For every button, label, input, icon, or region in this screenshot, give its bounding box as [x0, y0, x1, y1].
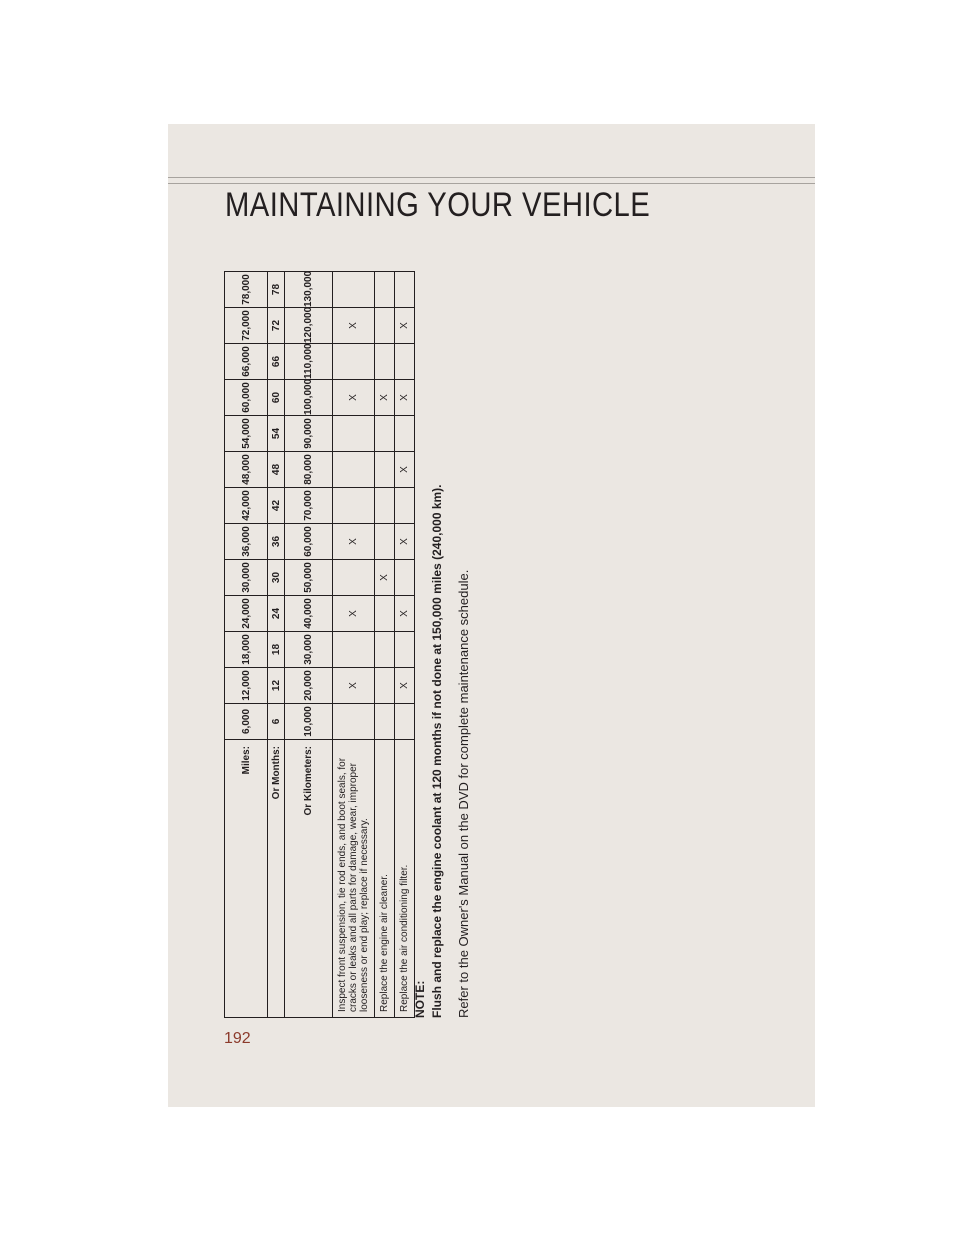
- service-mark-1-7: [375, 452, 395, 488]
- service-mark-0-7: [333, 452, 375, 488]
- service-mark-2-12: [395, 272, 415, 308]
- service-mark-0-10: [333, 344, 375, 380]
- service-mark-0-0: [333, 704, 375, 740]
- months-value-10: 66: [268, 344, 285, 380]
- service-mark-0-12: [333, 272, 375, 308]
- months-value-9: 60: [268, 380, 285, 416]
- km-value-3: 40,000: [285, 596, 333, 632]
- service-mark-0-5: X: [333, 524, 375, 560]
- miles-value-7: 48,000: [225, 452, 268, 488]
- months-value-1: 12: [268, 668, 285, 704]
- miles-value-10: 66,000: [225, 344, 268, 380]
- service-mark-0-4: [333, 560, 375, 596]
- service-mark-0-9: X: [333, 380, 375, 416]
- service-mark-1-6: [375, 488, 395, 524]
- task-row-suspension: [333, 272, 375, 1018]
- miles-value-5: 36,000: [225, 524, 268, 560]
- service-mark-2-11: X: [395, 308, 415, 344]
- km-value-8: 90,000: [285, 416, 333, 452]
- km-value-7: 80,000: [285, 452, 333, 488]
- km-value-4: 50,000: [285, 560, 333, 596]
- service-mark-2-5: X: [395, 524, 415, 560]
- service-mark-1-11: [375, 308, 395, 344]
- service-mark-1-4: X: [375, 560, 395, 596]
- maintenance-schedule-table-container: [224, 272, 409, 1018]
- months-value-8: 54: [268, 416, 285, 452]
- service-mark-1-0: [375, 704, 395, 740]
- km-label: Or Kilometers:: [285, 740, 333, 1018]
- miles-value-2: 18,000: [225, 632, 268, 668]
- service-mark-0-8: [333, 416, 375, 452]
- miles-value-1: 12,000: [225, 668, 268, 704]
- service-mark-2-1: X: [395, 668, 415, 704]
- page-title: MAINTAINING YOUR VEHICLE: [225, 186, 651, 224]
- service-mark-1-9: X: [375, 380, 395, 416]
- service-mark-1-3: [375, 596, 395, 632]
- km-value-2: 30,000: [285, 632, 333, 668]
- service-mark-2-9: X: [395, 380, 415, 416]
- months-value-5: 36: [268, 524, 285, 560]
- service-mark-0-3: X: [333, 596, 375, 632]
- km-value-1: 20,000: [285, 668, 333, 704]
- miles-value-8: 54,000: [225, 416, 268, 452]
- km-value-6: 70,000: [285, 488, 333, 524]
- service-mark-1-5: [375, 524, 395, 560]
- task-row-air-cleaner: [375, 272, 395, 1018]
- service-mark-2-10: [395, 344, 415, 380]
- task-label: Inspect front suspension, tie rod ends, and boot seals, for cracks or leaks and all parts for damage, wear, improper looseness or end play; replace if necessary.: [333, 740, 375, 1018]
- months-value-3: 24: [268, 596, 285, 632]
- km-value-5: 60,000: [285, 524, 333, 560]
- note-heading: NOTE:: [413, 980, 427, 1018]
- months-value-2: 18: [268, 632, 285, 668]
- miles-value-6: 42,000: [225, 488, 268, 524]
- months-value-6: 42: [268, 488, 285, 524]
- service-mark-0-1: X: [333, 668, 375, 704]
- miles-value-11: 72,000: [225, 308, 268, 344]
- service-mark-0-2: [333, 632, 375, 668]
- task-label: Replace the air conditioning filter.: [395, 740, 415, 1018]
- miles-value-9: 60,000: [225, 380, 268, 416]
- service-mark-1-12: [375, 272, 395, 308]
- header-rule-top: [168, 177, 815, 178]
- service-mark-1-8: [375, 416, 395, 452]
- service-mark-0-6: [333, 488, 375, 524]
- miles-label: Miles:: [225, 740, 268, 1018]
- service-mark-1-10: [375, 344, 395, 380]
- service-mark-2-7: X: [395, 452, 415, 488]
- months-value-7: 48: [268, 452, 285, 488]
- page-number: 192: [224, 1030, 251, 1047]
- miles-value-12: 78,000: [225, 272, 268, 308]
- km-value-11: 120,000: [285, 308, 333, 344]
- months-row: [268, 272, 285, 1018]
- miles-value-3: 24,000: [225, 596, 268, 632]
- refer-text: Refer to the Owner's Manual on the DVD for complete maintenance schedule.: [456, 569, 471, 1018]
- service-mark-0-11: X: [333, 308, 375, 344]
- service-mark-2-3: X: [395, 596, 415, 632]
- task-label: Replace the engine air cleaner.: [375, 740, 395, 1018]
- km-value-12: 130,000: [285, 272, 333, 308]
- km-value-0: 10,000: [285, 704, 333, 740]
- service-mark-1-2: [375, 632, 395, 668]
- months-value-11: 72: [268, 308, 285, 344]
- note-body: Flush and replace the engine coolant at 120 months if not done at 150,000 miles (240,000 km).: [430, 484, 444, 1018]
- months-value-0: 6: [268, 704, 285, 740]
- miles-row: [225, 272, 268, 1018]
- months-label: Or Months:: [268, 740, 285, 1018]
- months-value-4: 30: [268, 560, 285, 596]
- km-value-9: 100,000: [285, 380, 333, 416]
- service-mark-1-1: [375, 668, 395, 704]
- miles-value-4: 30,000: [225, 560, 268, 596]
- maintenance-schedule-table: [224, 271, 415, 1018]
- header-rule-bottom: [168, 183, 815, 184]
- km-row: [285, 272, 333, 1018]
- note-block: [412, 478, 446, 1018]
- service-mark-2-8: [395, 416, 415, 452]
- miles-value-0: 6,000: [225, 704, 268, 740]
- months-value-12: 78: [268, 272, 285, 308]
- km-value-10: 110,000: [285, 344, 333, 380]
